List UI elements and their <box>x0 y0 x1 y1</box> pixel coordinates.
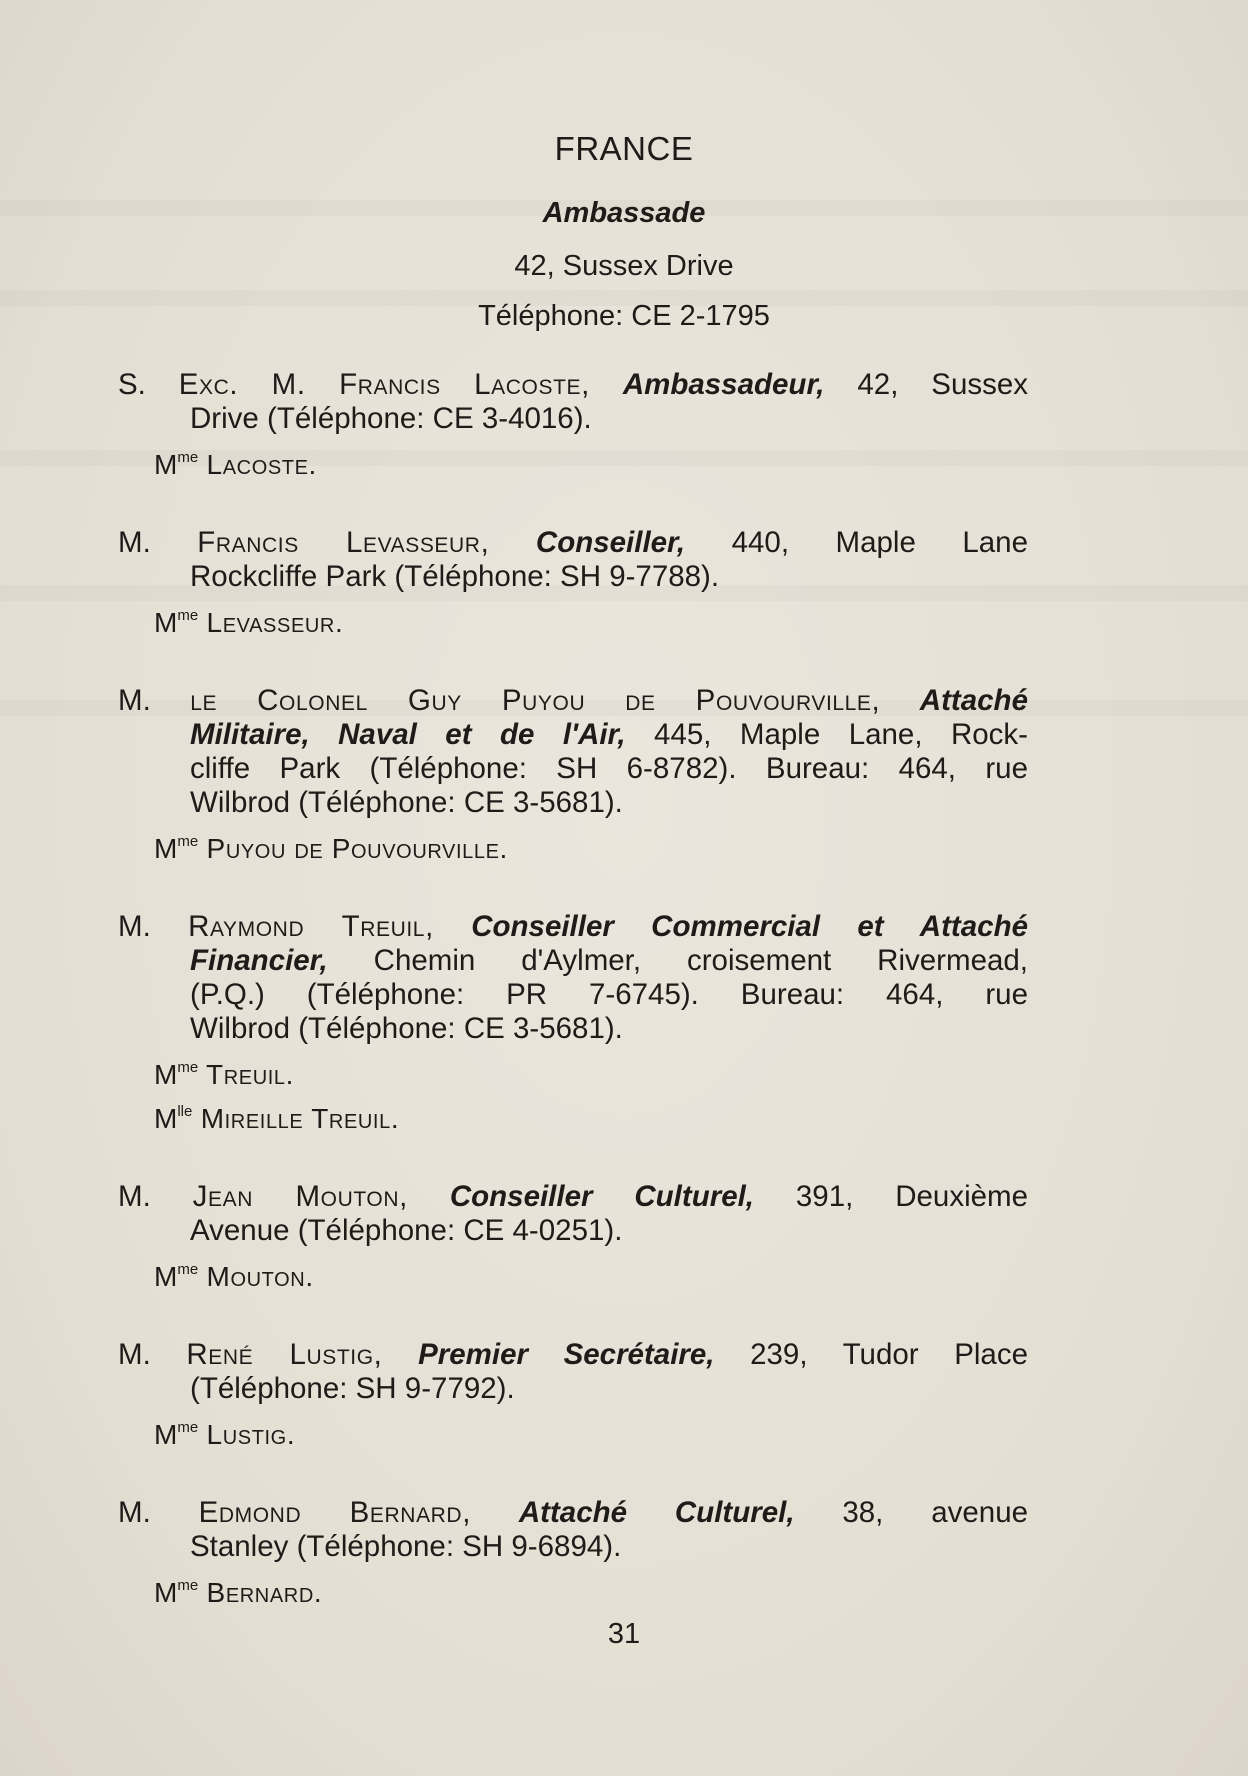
staff-title: Conseiller Culturel, <box>449 1180 754 1213</box>
entry-text: Drive (Téléphone: CE 3-4016). <box>190 402 592 435</box>
honorific: M <box>154 1059 178 1090</box>
section-heading: Ambassade <box>542 197 706 229</box>
staff-entry <box>118 368 1028 482</box>
entry-text: Wilbrod (Téléphone: CE 3-5681). <box>190 1012 623 1045</box>
spouse-name: Bernard. <box>198 1577 323 1608</box>
honorific: M <box>154 1577 178 1608</box>
staff-entry <box>118 1338 1028 1452</box>
spouse-name: Mireille Treuil. <box>192 1103 400 1134</box>
spouse-line <box>118 1102 1028 1136</box>
entry-text: (Téléphone: SH 9-7792). <box>190 1372 515 1405</box>
entry-line <box>118 560 1028 594</box>
entry-text: Stanley (Téléphone: SH 9-6894). <box>190 1530 622 1563</box>
staff-title: Conseiller Commercial et Attaché <box>471 910 1028 943</box>
entry-line <box>118 944 1028 978</box>
staff-entry <box>118 1180 1028 1294</box>
honorific-suffix: me <box>177 1577 199 1594</box>
entry-line <box>118 684 1028 718</box>
entry-text <box>382 1338 418 1371</box>
staff-entry <box>118 1496 1028 1610</box>
staff-name: le Colonel Guy Puyou de Pouvourville, <box>190 684 881 717</box>
staff-name: Raymond Treuil, <box>188 910 434 943</box>
entry-text: Wilbrod (Téléphone: CE 3-5681). <box>190 786 623 819</box>
page-number: 31 <box>607 1618 641 1650</box>
entry-text: 445, Maple Lane, Rock- <box>625 718 1028 751</box>
entry-line <box>118 1180 1028 1214</box>
spouse-name: Levasseur. <box>198 607 344 638</box>
spouse-name: Treuil. <box>198 1059 295 1090</box>
honorific: M <box>154 449 178 480</box>
entry-line <box>118 1530 1028 1564</box>
entry-text: Chemin d'Aylmer, croisement Rivermead, <box>327 944 1028 977</box>
entry-text: M. <box>118 684 191 717</box>
entry-line <box>118 910 1028 944</box>
entry-line <box>118 368 1028 402</box>
entry-line <box>118 402 1028 436</box>
honorific-suffix: me <box>177 607 199 624</box>
entry-line <box>118 1338 1028 1372</box>
entry-text: 440, Maple Lane <box>685 526 1029 559</box>
staff-title: Attaché Culturel, <box>518 1496 795 1529</box>
entry-text <box>590 368 623 401</box>
spouse-name: Lacoste. <box>198 449 317 480</box>
entry-line <box>118 526 1028 560</box>
entry-text: 38, avenue <box>794 1496 1029 1529</box>
spouse-line <box>118 1260 1028 1294</box>
entry-text: M. <box>118 1496 199 1529</box>
staff-title: Militaire, Naval et de l'Air, <box>190 718 626 751</box>
country-heading: FRANCE <box>554 130 694 167</box>
entry-text: Rockcliffe Park (Téléphone: SH 9-7788). <box>190 560 720 593</box>
entry-line <box>118 752 1028 786</box>
entry-line <box>118 1372 1028 1406</box>
staff-name: René Lustig, <box>186 1338 383 1371</box>
staff-title: Ambassadeur, <box>622 368 825 401</box>
staff-title: Financier, <box>190 944 328 977</box>
spouse-line <box>118 1058 1028 1092</box>
entry-line <box>118 1012 1028 1046</box>
embassy-address: 42, Sussex Drive <box>514 250 734 282</box>
spouse-line <box>118 1418 1028 1452</box>
spouse-name: Lustig. <box>198 1419 296 1450</box>
staff-name: Edmond Bernard, <box>198 1496 471 1529</box>
honorific: M <box>154 607 178 638</box>
entry-text <box>489 526 536 559</box>
entry-line <box>118 978 1028 1012</box>
entry-text: M. <box>118 1180 193 1213</box>
entry-text: S. <box>118 368 179 401</box>
staff-list <box>118 368 1028 1654</box>
staff-title: Attaché <box>919 684 1028 717</box>
honorific: M <box>154 1103 178 1134</box>
spouse-line <box>118 832 1028 866</box>
entry-text: M. <box>118 526 198 559</box>
entry-text <box>880 684 919 717</box>
entry-text <box>471 1496 519 1529</box>
embassy-phone: Téléphone: CE 2-1795 <box>478 300 770 332</box>
entry-line <box>118 786 1028 820</box>
entry-text: (P.Q.) (Téléphone: PR 7-6745). Bureau: 464, rue <box>190 978 1028 1011</box>
staff-entry <box>118 910 1028 1136</box>
entry-text: M. <box>118 910 189 943</box>
spouse-name: Mouton. <box>198 1261 314 1292</box>
entry-text: 42, Sussex <box>824 368 1029 401</box>
entry-text: M. <box>118 1338 187 1371</box>
spouse-name: Puyou de Pouvourville. <box>198 833 508 864</box>
entry-text: 239, Tudor Place <box>714 1338 1028 1371</box>
staff-name: Exc. M. Francis Lacoste, <box>178 368 590 401</box>
honorific-suffix: me <box>177 1059 199 1076</box>
entry-text: 391, Deuxième <box>754 1180 1029 1213</box>
honorific-suffix: lle <box>177 1103 193 1120</box>
honorific: M <box>154 1419 178 1450</box>
staff-title: Premier Secrétaire, <box>418 1338 715 1371</box>
spouse-line <box>118 448 1028 482</box>
honorific-suffix: me <box>177 833 199 850</box>
entry-line <box>118 1496 1028 1530</box>
honorific: M <box>154 833 178 864</box>
entry-text <box>434 910 471 943</box>
honorific-suffix: me <box>177 1261 199 1278</box>
honorific-suffix: me <box>177 449 199 466</box>
honorific-suffix: me <box>177 1419 199 1436</box>
spouse-line <box>118 1576 1028 1610</box>
honorific: M <box>154 1261 178 1292</box>
spouse-line <box>118 606 1028 640</box>
staff-name: Francis Levasseur, <box>197 526 490 559</box>
entry-text: cliffe Park (Téléphone: SH 6-8782). Bureau: 464, rue <box>190 752 1028 785</box>
entry-text <box>408 1180 450 1213</box>
staff-entry <box>118 526 1028 640</box>
entry-line <box>118 1214 1028 1248</box>
staff-entry <box>118 684 1028 866</box>
staff-title: Conseiller, <box>535 526 686 559</box>
entry-text: Avenue (Téléphone: CE 4-0251). <box>190 1214 623 1247</box>
staff-name: Jean Mouton, <box>192 1180 408 1213</box>
entry-line <box>118 718 1028 752</box>
